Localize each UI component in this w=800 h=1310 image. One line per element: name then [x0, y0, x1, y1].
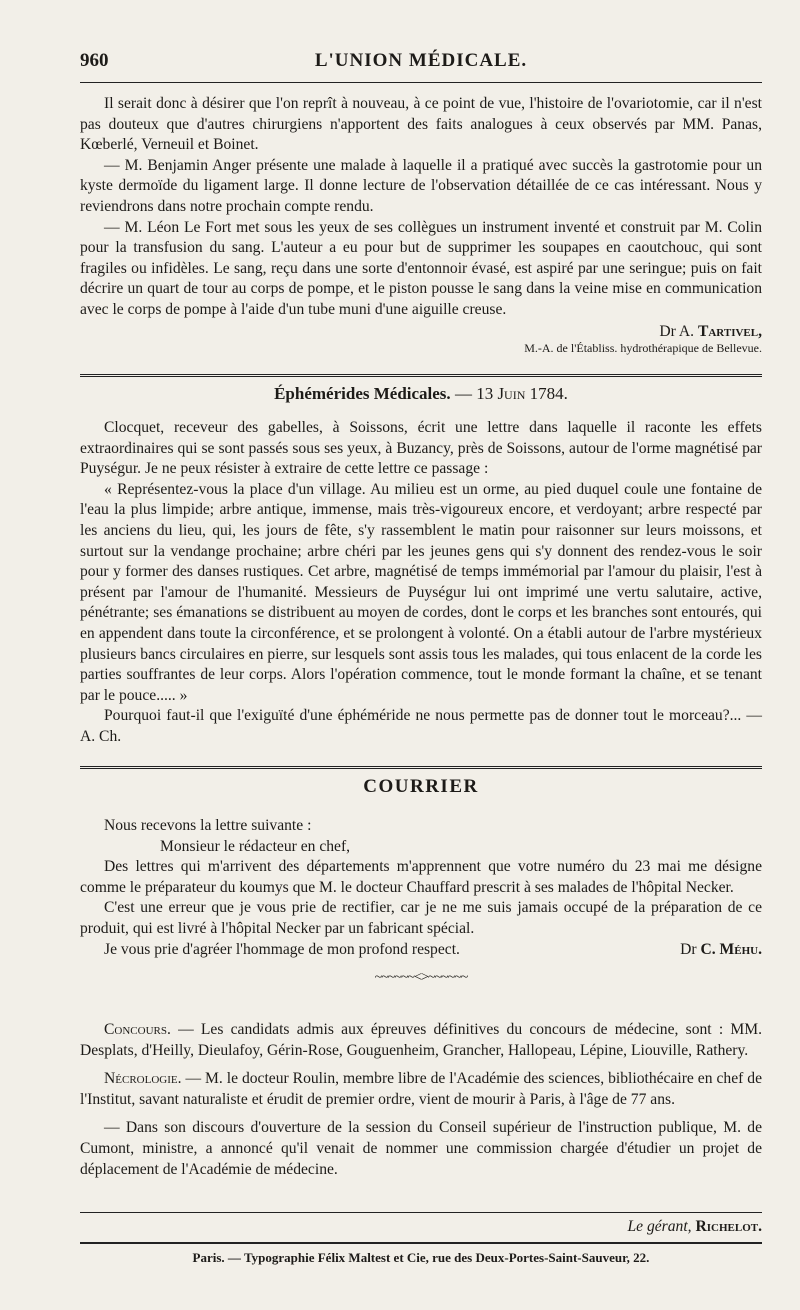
section-rule	[80, 766, 762, 769]
footer-rule	[80, 1212, 762, 1213]
courrier-title: COURRIER	[363, 776, 479, 797]
ephemerides-paragraph: Pourquoi faut-il que l'exiguïté d'une éphéméride ne nous permette pas de donner tout le morceau?... — A. Ch.	[80, 707, 762, 745]
ephemerides-quote: « Représentez-vous la place d'un village. Au milieu est un orme, au pied duquel coule une fontaine de l'eau la plus limpide; arbre antique, immense, mais très-vigoureux encore, et verdoyant; arbre respecté par les anciens du lieu, qui, les jours de fête, s'y rassemblent le matin pour raisonner sur leurs moissons, et surtout sur la vendange prochaine; arbre chéri par les jeunes gens qui s'y donnent des rendez-vous le soir pour y former des danses rustiques. Cet arbre, magnétisé de temps immémorial par l'amour du plaisir, l'est à présent par l'amour de l'humanité. Messieurs de Puységur lui ont imprimé une vertu salutaire, active, pénétrante; ses émanations se distribuent au moyen de cordes, dont le corps et les branches sont entourés, qui en appendent dans toute la circonférence, et se prolongent à volonté. On a établi autour de l'arbre mystérieux plusieurs bancs circulaires en pierre, sur lesquels sont assis tous les malades, qui tous enlacent de la corde les parties souffrantes de leur corps. Alors l'opération commence, tout le monde formant la chaîne, et se tenant par le pouce..... »	[80, 480, 762, 704]
gerant-line: Le gérant, Richelot.	[627, 1218, 762, 1235]
report-signature: Dr A. Tartivel,	[659, 322, 762, 340]
news-label: Concours.	[104, 1021, 171, 1038]
news-section	[80, 1020, 762, 1180]
courrier-section	[80, 776, 762, 986]
header-rule	[80, 82, 762, 83]
report-paragraph: — M. Benjamin Anger présente une malade à laquelle il a pratiqué avec succès la gastrotomie pour un kyste dermoïde du ligament large. Il donne lecture de l'observation détaillée de ce cas intéressant. Nous y reviendrons dans notre prochain compte rendu.	[80, 156, 762, 215]
letter-closing: Je vous prie d'agréer l'hommage de mon profond respect. Dr C. Méhu.	[80, 940, 762, 961]
gerant-name: Richelot.	[695, 1218, 762, 1235]
news-item: Concours. — Les candidats admis aux épreuves définitives du concours de médecine, sont : MM. Desplats, d'Heilly, Dieulafoy, Gérin-Rose, Gouguenheim, Grancher, Hallopeau, Lépine, Liouville, Rathery.	[80, 1021, 762, 1059]
courrier-intro: Nous recevons la lettre suivante :	[104, 817, 312, 834]
society-report	[80, 94, 762, 356]
news-item: — Dans son discours d'ouverture de la session du Conseil supérieur de l'instruction publique, M. de Cumont, ministre, a annoncé qu'il venait de nommer une commission chargée d'étudier un projet de déplacement de l'Académie de médecine.	[80, 1119, 762, 1178]
running-head	[80, 50, 762, 74]
ephemerides-section	[80, 384, 762, 748]
letter-paragraph: Des lettres qui m'arrivent des départements m'apprennent que votre numéro du 23 mai me désigne comme le préparateur du koumys que M. le docteur Chauffard prescrit à ses malades de l'hôpital Necker.	[80, 858, 762, 896]
ephemerides-paragraph: Clocquet, receveur des gabelles, à Soissons, écrit une lettre dans laquelle il raconte les effets extraordinaires qui se sont passés sous ses yeux, à Buzancy, près de Soissons, autour de l'orme magnétisé par Puységur. Je ne peux résister à extraire de cette lettre ce passage :	[80, 419, 762, 478]
section-rule	[80, 374, 762, 377]
letter-paragraph: C'est une erreur que je vous prie de rectifier, car je ne me suis jamais occupé de la préparation de ce produit, qui est livré à l'hôpital Necker par un fabricant spécial.	[80, 899, 762, 937]
ephemerides-title: Éphémérides Médicales. — 13 Juin 1784.	[274, 384, 568, 403]
ornament-divider: ~~~~~~<>~~~~~~	[374, 970, 468, 986]
printer-imprint: Paris. — Typographie Félix Maltest et Cie, rue des Deux-Portes-Saint-Sauveur, 22.	[192, 1250, 650, 1265]
news-item: Nécrologie. — M. le docteur Roulin, membre libre de l'Académie des sciences, bibliothécaire en chef de l'Institut, savant naturaliste et érudit de premier ordre, vient de mourir à Paris, à l'âge de 77 ans.	[80, 1070, 762, 1108]
report-paragraph: Il serait donc à désirer que l'on reprît à nouveau, à ce point de vue, l'histoire de l'ovariotomie, car il n'est pas douteux que d'autres chirurgiens n'apportent des faits analogues à ceux observés par MM. Panas, Kœberlé, Verneuil et Boinet.	[80, 95, 762, 154]
letter-salutation: Monsieur le rédacteur en chef,	[160, 837, 351, 855]
footer-rule	[80, 1242, 762, 1244]
signature-name: Tartivel,	[697, 322, 762, 340]
ephemerides-date: — 13 Juin 1784.	[454, 384, 568, 403]
news-label: Nécrologie.	[104, 1070, 182, 1088]
report-paragraph: — M. Léon Le Fort met sous les yeux de ses collègues un instrument inventé et construit par M. Colin pour la transfusion du sang. L'auteur a eu pour but de supprimer les soupapes en caoutchouc, qui sont fragiles ou infidèles. Le sang, reçu dans une sorte d'entonnoir évasé, est aspiré par une seringue; puis on fait décrire un quart de tour au corps de pompe, et le piston pousse le sang dans la veine mise en communication avec le corps de pompe à l'aide d'un tube muni d'une aiguille creuse.	[80, 218, 762, 318]
letter-signature: Dr C. Méhu.	[680, 940, 762, 958]
page-number: 960	[80, 50, 109, 71]
journal-title: L'UNION MÉDICALE.	[314, 50, 528, 71]
signature-affiliation: M.-A. de l'Établiss. hydrothérapique de Bellevue.	[524, 340, 762, 355]
